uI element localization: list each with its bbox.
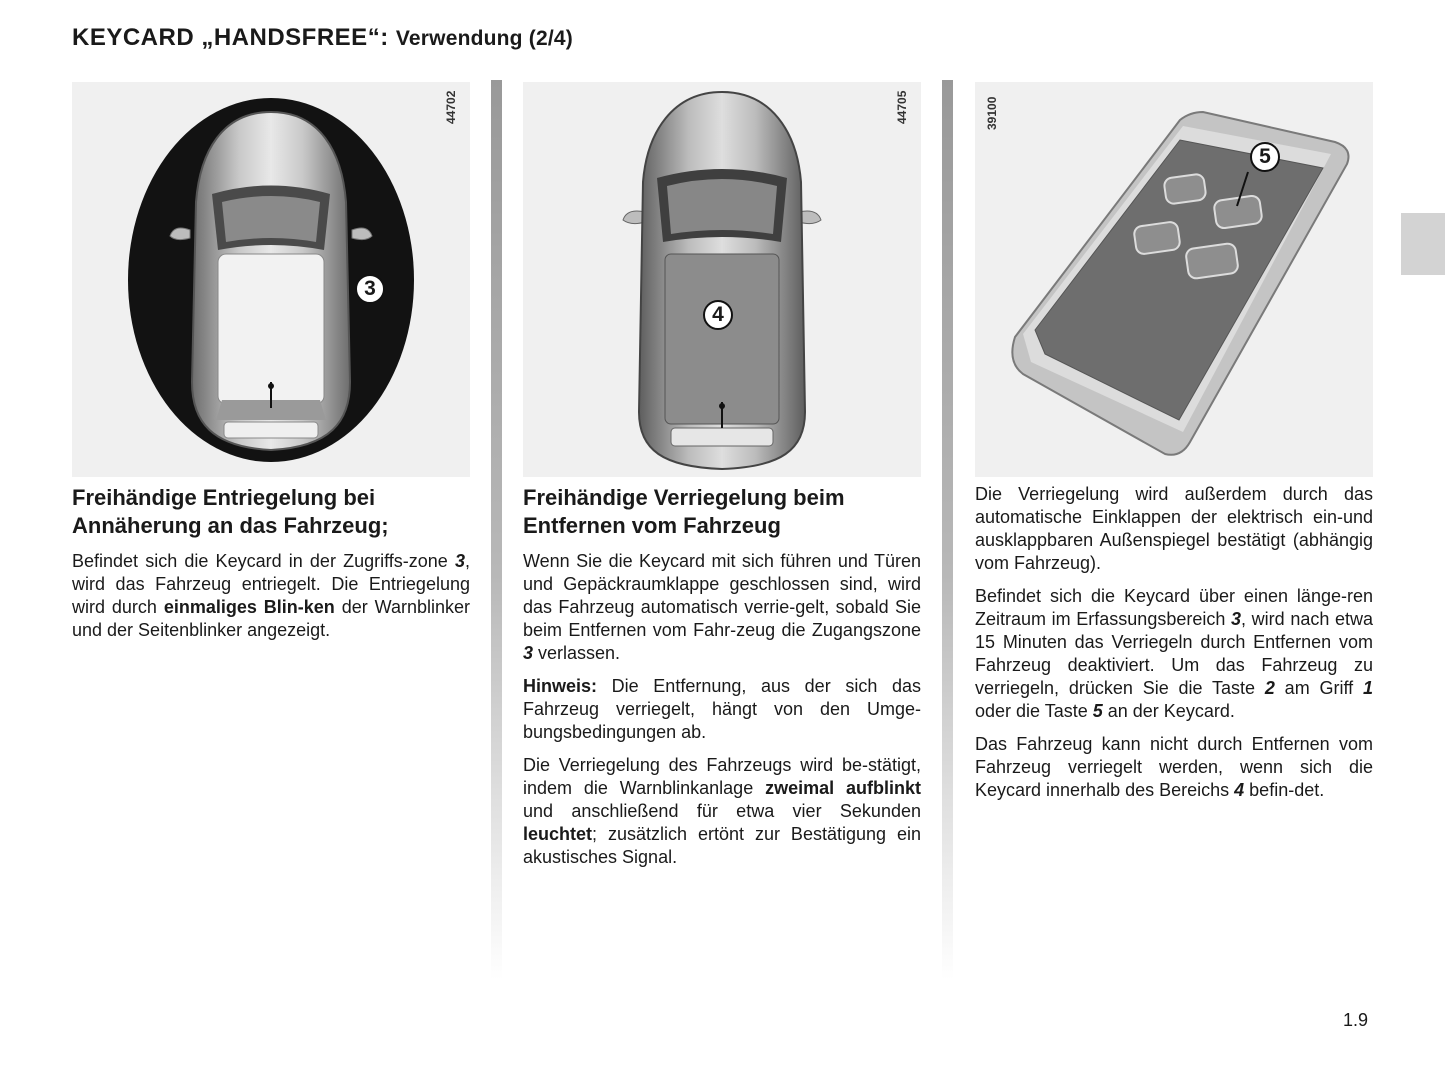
text-run: am Griff <box>1274 678 1363 698</box>
text-run: verlassen. <box>533 643 621 663</box>
paragraph-note <box>523 675 921 744</box>
text-run: Die Entfernung, aus der sich das Fahrzeug verriegelt, hängt von den Umge-bungsbedingungen ab. <box>523 676 921 742</box>
column-divider-right <box>942 80 953 980</box>
text-run: oder die Taste <box>975 701 1093 721</box>
text-run: Wenn Sie die Keycard mit sich führen und Türen und Gepäckraumklappe geschlossen sind, wird das Fahrzeug automatisch verrie-gelt, sobald Sie beim Entfernen vom Fahr-zeug die Zugangszone <box>523 551 921 640</box>
emphasis-text: Hinweis: <box>523 676 598 696</box>
text-run: ; zusätzlich ertönt zur Bestätigung ein akustisches Signal. <box>523 824 921 867</box>
car-unlock-illustration <box>72 82 470 477</box>
text-run: , wird das Fahrzeug entriegelt. Die Entriegelung wird durch <box>72 551 470 617</box>
figure-ref-number: 39100 <box>985 96 999 130</box>
paragraph-zone-4 <box>975 733 1373 802</box>
paragraph-mirror-confirmation <box>975 483 1373 575</box>
reference-number: 3 <box>454 551 465 571</box>
figure-car-unlock-zone <box>72 82 470 477</box>
text-run: und anschließend für etwa vier Sekunden <box>523 801 921 821</box>
keycard-illustration <box>975 82 1373 477</box>
section-side-tab <box>1401 213 1445 275</box>
page-title <box>72 24 573 52</box>
callout-3: 3 <box>355 274 385 304</box>
emphasis-text: einmaliges Blin-ken <box>163 597 335 617</box>
car-lock-illustration <box>523 82 921 477</box>
column-1-text <box>72 484 470 652</box>
text-run: Befindet sich die Keycard über einen länge-ren Zeitraum im Erfassungsbereich <box>975 586 1373 629</box>
reference-number: 5 <box>1092 701 1103 721</box>
text-run: Das Fahrzeug kann nicht durch Entfernen vom Fahrzeug verriegelt werden, wenn sich die Keycard innerhalb des Bereichs <box>975 734 1373 800</box>
page-number: 1.9 <box>1343 1010 1369 1030</box>
reference-number: 3 <box>1231 609 1242 629</box>
callout-5: 5 <box>1250 142 1280 172</box>
text-run: Befindet sich die Keycard in der Zugriffs-zone <box>72 551 455 571</box>
text-run: , wird nach etwa 15 Minuten das Verriegeln durch Entfernen vom Fahrzeug deaktiviert. Um das Fahrzeug zu verriegeln, drücken Sie die Taste <box>975 609 1374 698</box>
text-run: der Warnblinker und der Seitenblinker angezeigt. <box>72 597 470 640</box>
figure-keycard <box>975 82 1373 477</box>
section-heading-lock: Freihändige Verriegelung beim Entfernen vom Fahrzeug <box>523 485 845 538</box>
emphasis-text: zweimal aufblinkt <box>765 778 921 798</box>
emphasis-text: leuchtet <box>523 824 593 844</box>
paragraph-lock-confirmation <box>523 754 921 869</box>
column-3-text <box>975 483 1373 812</box>
page-title-sub: Verwendung (2/4) <box>395 27 573 50</box>
reference-number: 2 <box>1264 678 1275 698</box>
section-heading-unlock: Freihändige Entriegelung bei Annäherung an das Fahrzeug; <box>72 485 389 538</box>
figure-car-lock-zone <box>523 82 921 477</box>
zone-4-shape <box>665 254 779 424</box>
figure-ref-number: 44705 <box>895 90 909 124</box>
column-2-text <box>523 484 921 879</box>
figure-ref-number: 44702 <box>444 90 458 124</box>
callout-4: 4 <box>703 300 733 330</box>
text-run: befin-det. <box>1244 780 1325 800</box>
reference-number: 1 <box>1362 678 1373 698</box>
reference-number: 3 <box>523 643 534 663</box>
column-divider-left <box>491 80 502 980</box>
paragraph-deactivation <box>975 585 1373 723</box>
paragraph-lock <box>523 550 921 665</box>
paragraph-unlock <box>72 550 470 642</box>
text-run: Die Verriegelung des Fahrzeugs wird be-stätigt, indem die Warnblinkanlage <box>523 755 921 798</box>
text-run: Die Verriegelung wird außerdem durch das automatische Einklappen der elektrisch ein-und ausklappbaren Außenspiegel bestätigt (abhängig vom Fahrzeug). <box>975 484 1373 573</box>
reference-number: 4 <box>1234 780 1245 800</box>
page-title-main: KEYCARD „HANDSFREE“: <box>72 24 389 51</box>
text-run: an der Keycard. <box>1102 701 1235 721</box>
